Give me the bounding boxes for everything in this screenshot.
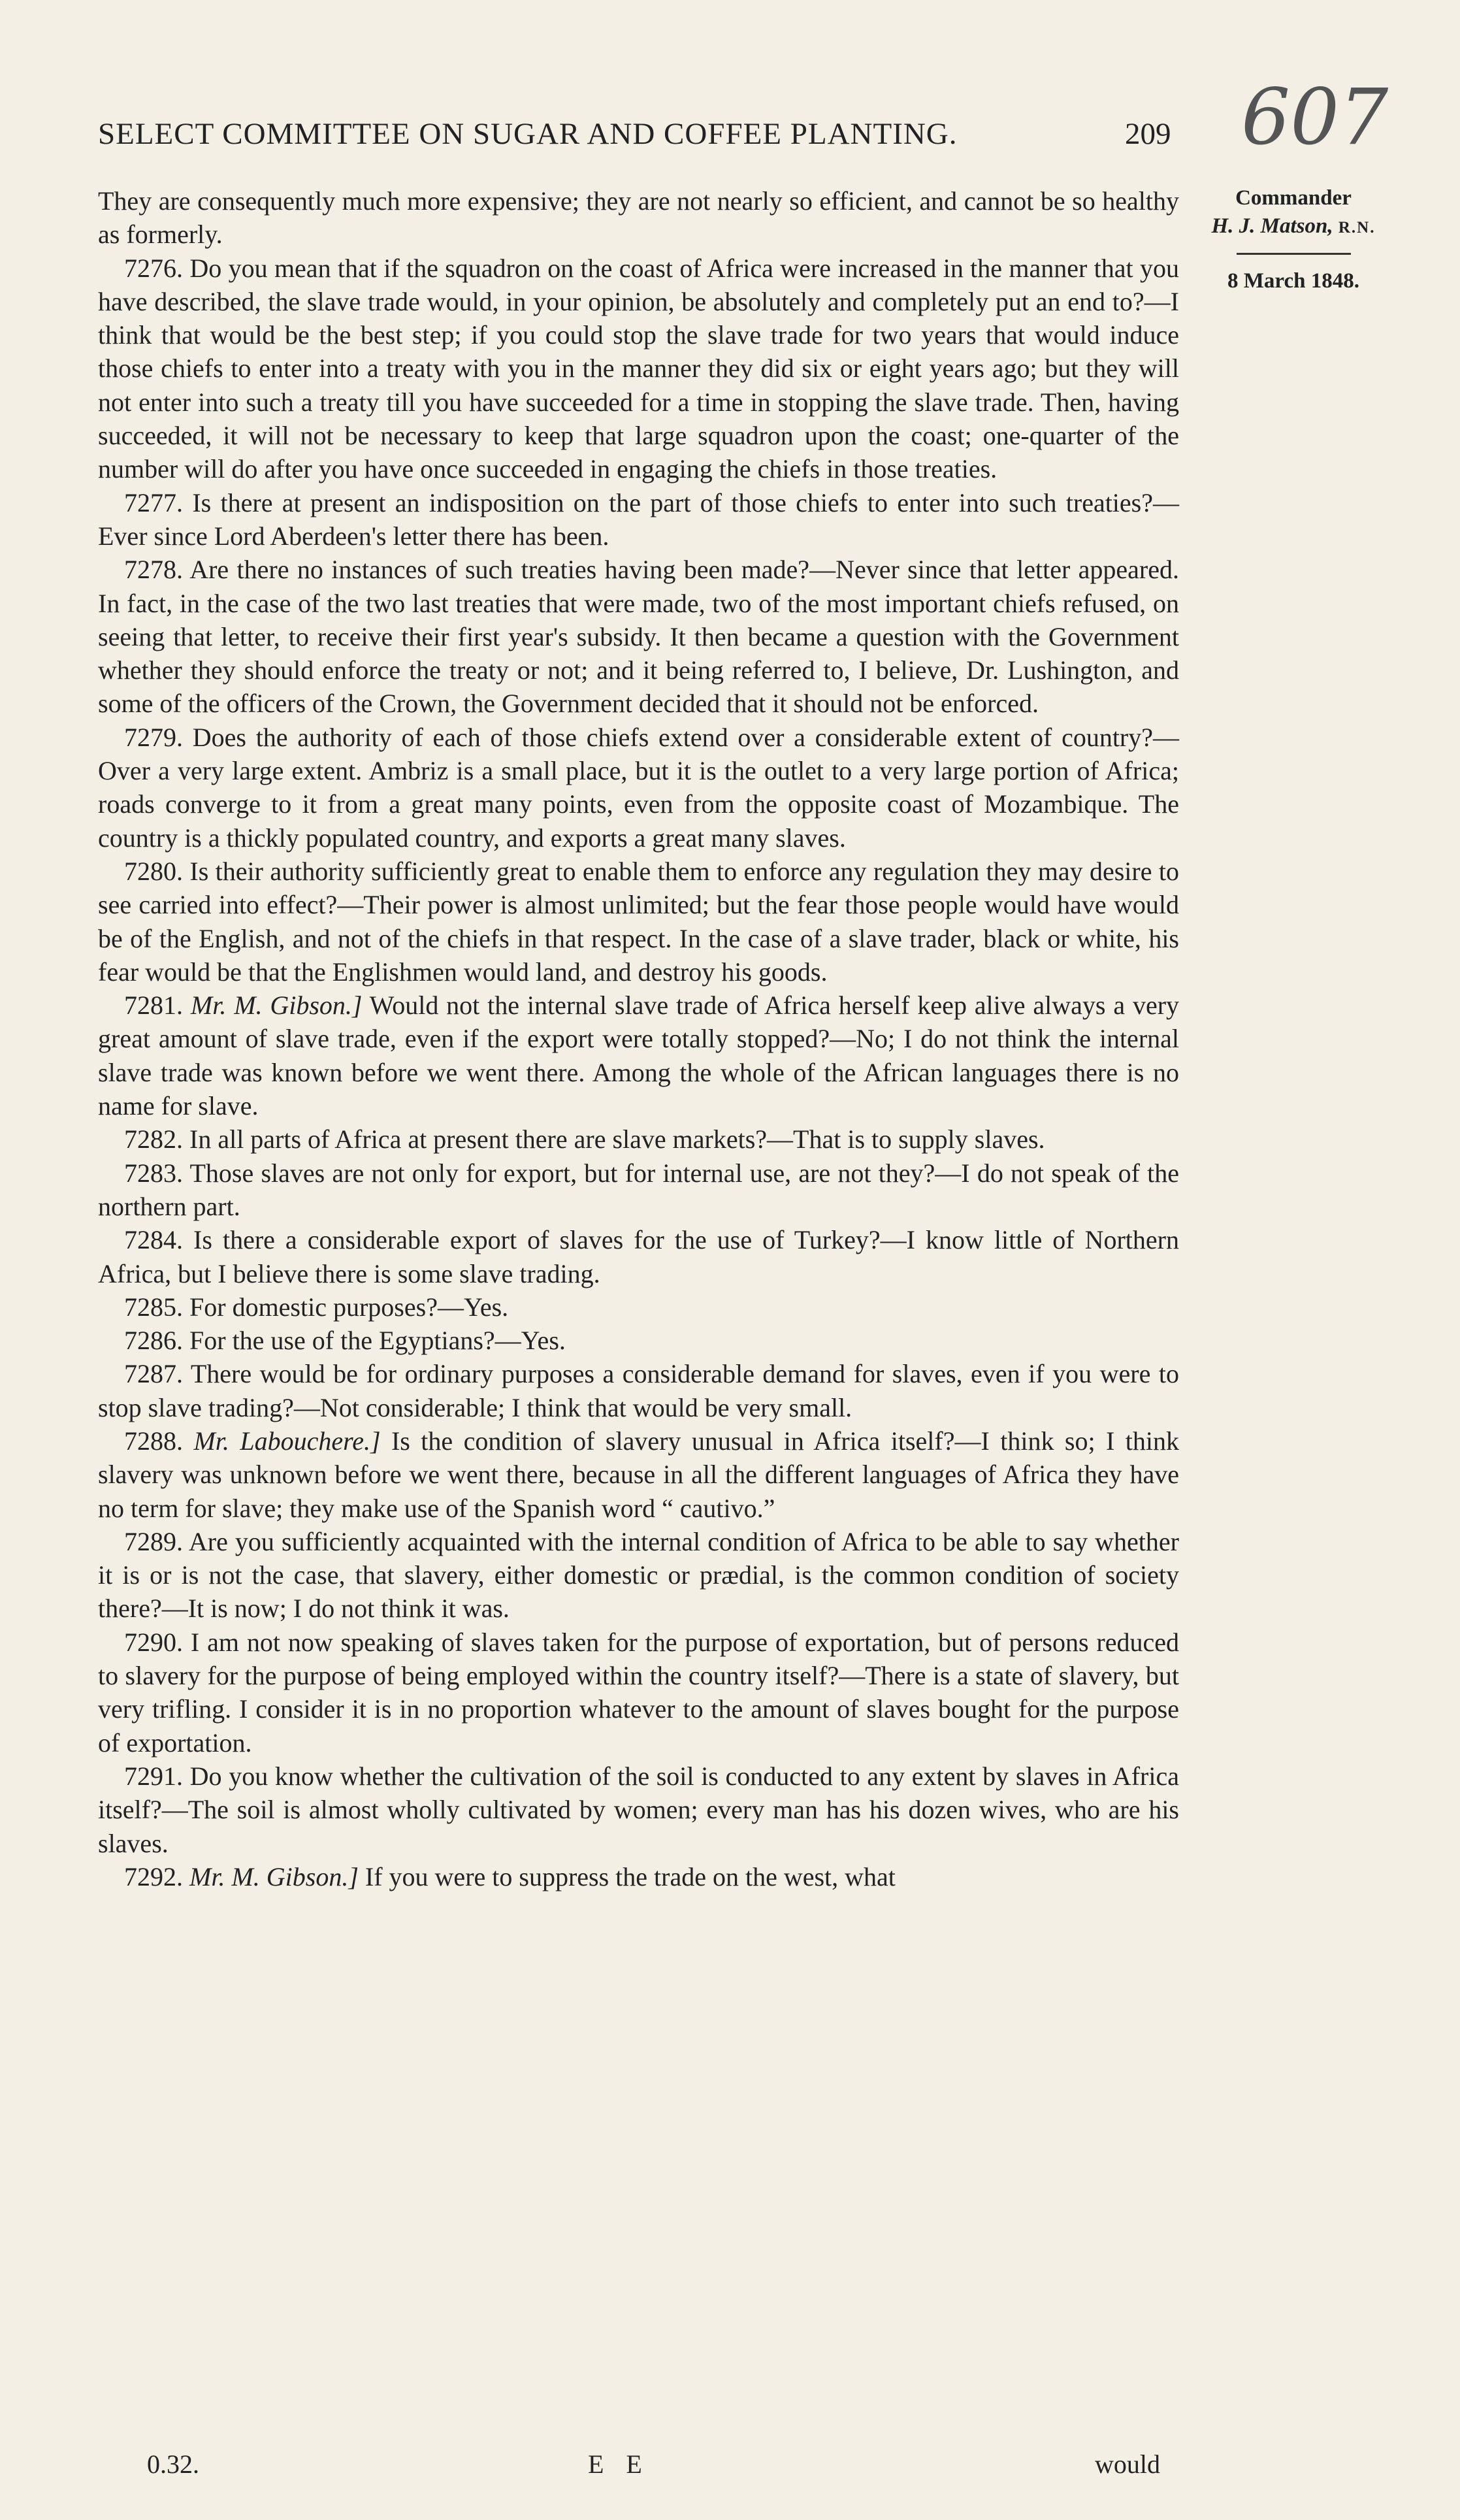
paragraph-text: In all parts of Africa at present there are slave markets?—That is to supply slaves. (189, 1124, 1045, 1154)
question-number: 7282. (124, 1124, 183, 1154)
question-number: 7289. (124, 1526, 183, 1556)
footer-signature-mark: 0.32. (147, 2449, 199, 2479)
testimony-paragraph (98, 553, 1179, 720)
testimony-paragraph (98, 486, 1179, 553)
testimony-paragraph (98, 989, 1179, 1122)
testimony-paragraph (98, 184, 1179, 252)
testimony-paragraph (98, 1324, 1179, 1357)
testimony-paragraph (98, 1357, 1179, 1424)
question-number: 7283. (124, 1158, 183, 1188)
testimony-paragraph (98, 721, 1179, 855)
paragraph-text: Do you mean that if the squadron on the coast of Africa were increased in the manner that you have described, the slave trade would, in your opinion, be absolutely and completely put an end to?—I think that would be the best step; if you could stop the slave trade for two years that would induce those chiefs to enter into a treaty with you in the manner they did six or eight years ago; but they will not enter into such a treaty till you have succeeded for a time in stopping the slave trade. Then, having succeeded, it will not be necessary to keep that large squadron upon the coast; one-quarter of the number will do after you have once succeeded in engaging the chiefs in those treaties. (98, 253, 1179, 484)
question-number: 7291. (124, 1761, 183, 1791)
handwritten-page-number: 607 (1241, 72, 1389, 162)
question-number: 7276. (124, 253, 183, 283)
testimony-paragraph (98, 1223, 1179, 1290)
question-number: 7286. (124, 1326, 183, 1356)
testimony-paragraph (98, 1860, 1179, 1893)
paragraph-text: They are consequently much more expensive; they are not nearly so efficient, and cannot be so healthy as formerly. (98, 186, 1179, 250)
paragraph-text: If you were to suppress the trade on the west, what (365, 1861, 896, 1891)
paragraph-text: Is their authority sufficiently great to enable them to enforce any regulation they may desire to see carried into effect?—Their power is almost unlimited; but the fear those people would have would be of the English, and not of the chiefs in that respect. In the case of a slave trader, black or white, his fear would be that the Englishmen would land, and destroy his goods. (98, 856, 1179, 987)
question-number: 7288. (124, 1426, 183, 1456)
witness-date: 8 March 1848. (1227, 269, 1359, 293)
question-number: 7280. (124, 856, 183, 886)
question-number: 7290. (124, 1627, 183, 1657)
testimony-paragraph (98, 1759, 1179, 1860)
speaker-name: Mr. M. Gibson.] (189, 1861, 359, 1891)
footer-sheet-signature: E E (588, 2449, 650, 2479)
paragraph-text: Does the authority of each of those chiefs extend over a considerable extent of country?—Over a very large extent. Ambriz is a small place, but it is the outlet to a very large portion of Africa; roads converge to it from a great many points, even from the opposite coast of Mozambique. The country is a thickly populated country, and exports a great many slaves. (98, 722, 1180, 853)
testimony-paragraph (98, 1525, 1179, 1626)
witness-name (1179, 214, 1408, 238)
witness-name-text: H. J. Matson, (1211, 214, 1333, 238)
paragraph-text: Are there no instances of such treaties having been made?—Never since that letter appeared. In fact, in the case of the two last treaties that were made, two of the most important chiefs refused, on seeing that letter, to receive their first year's subsidy. It then became a question with the Government whether they should enforce the treaty or not; and it being referred to, I believe, Dr. Lushington, and some of the officers of the Crown, the Government decided that it should not be enforced. (98, 555, 1179, 719)
paragraph-text: Do you know whether the cultivation of the soil is conducted to any extent by slaves in Africa itself?—The soil is almost wholly cultivated by women; every man has his dozen wives, who are his slaves. (98, 1761, 1179, 1858)
paragraph-text: For domestic purposes?—Yes. (189, 1292, 509, 1322)
paragraph-text: Is there at present an indisposition on the part of those chiefs to enter into such treaties?—Ever since Lord Aberdeen's letter there has been. (98, 487, 1179, 551)
question-number: 7277. (124, 487, 183, 517)
page-number: 209 (1125, 117, 1171, 151)
footer-catchword: would (1095, 2449, 1160, 2479)
question-number: 7285. (124, 1292, 183, 1322)
question-number: 7278. (124, 555, 183, 585)
question-number: 7279. (124, 722, 183, 752)
testimony-paragraph (98, 1156, 1179, 1224)
speaker-name: Mr. Labouchere.] (193, 1426, 381, 1456)
margin-note (1179, 186, 1408, 293)
paragraph-text: For the use of the Egyptians?—Yes. (189, 1326, 566, 1356)
testimony-paragraph (98, 855, 1179, 989)
testimony-paragraph (98, 1424, 1179, 1525)
paragraph-text: Those slaves are not only for export, but for internal use, are not they?—I do not speak of the northern part. (98, 1158, 1180, 1221)
paragraph-text: I am not now speaking of slaves taken for the purpose of exportation, but of persons reduced to slavery for the purpose of being employed within the country itself?—There is a state of slavery, but very trifling. I consider it is in no proportion whatever to the amount of slaves bought for the purpose of exportation. (98, 1627, 1179, 1758)
paragraph-text: Is the condition of slavery unusual in Africa itself?—I think so; I think slavery was unknown before we went there, because in all the different languages of Africa they have no term for slave; they make use of the Spanish word “ cautivo.” (98, 1426, 1180, 1523)
testimony-body (98, 184, 1179, 1893)
page-header (98, 116, 1182, 152)
paragraph-text: Would not the internal slave trade of Africa herself keep alive always a very great amount of slave trade, even if the export were totally stopped?—No; I do not think the internal slave trade was known before we went there. Among the whole of the African languages there is no name for slave. (98, 990, 1180, 1121)
question-number: 7287. (124, 1359, 183, 1389)
testimony-paragraph (98, 1626, 1179, 1759)
question-number: 7284. (124, 1225, 183, 1255)
paragraph-text: There would be for ordinary purposes a considerable demand for slaves, even if you were to stop slave trading?—Not considerable; I think that would be very small. (98, 1359, 1179, 1422)
witness-name-suffix: R.N. (1338, 219, 1376, 237)
question-number: 7281. (124, 990, 183, 1021)
margin-divider (1237, 253, 1351, 255)
paragraph-text: Are you sufficiently acquainted with the internal condition of Africa to be able to say whether it is or is not the case, that slavery, either domestic or prædial, is the common condition of society there?—It is now; I do not think it was. (98, 1526, 1179, 1624)
header-title: SELECT COMMITTEE ON SUGAR AND COFFEE PLANTING. (98, 117, 958, 151)
testimony-paragraph (98, 252, 1179, 486)
question-number: 7292. (124, 1861, 183, 1891)
witness-rank: Commander (1235, 186, 1352, 210)
testimony-paragraph (98, 1290, 1179, 1324)
testimony-paragraph (98, 1122, 1179, 1156)
speaker-name: Mr. M. Gibson.] (190, 990, 363, 1021)
paragraph-text: Is there a considerable export of slaves for the use of Turkey?—I know little of Northern Africa, but I believe there is some slave trading. (98, 1225, 1179, 1288)
